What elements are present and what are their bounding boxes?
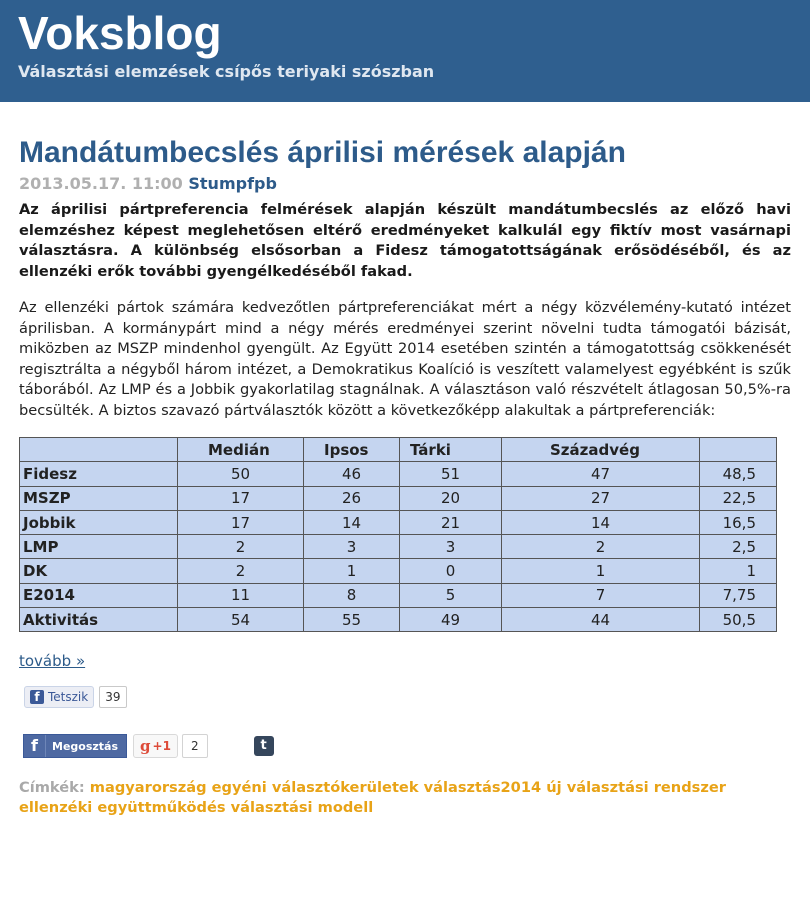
table-row bbox=[20, 510, 777, 534]
table-cell: 26 bbox=[304, 486, 400, 510]
table-row bbox=[20, 535, 777, 559]
table-header-cell: Tárki bbox=[400, 438, 502, 462]
row-label: Aktivitás bbox=[20, 608, 178, 632]
average-cell: 22,5 bbox=[700, 486, 777, 510]
table-cell: 14 bbox=[304, 510, 400, 534]
gplus-count: 2 bbox=[182, 734, 208, 758]
row-label: Fidesz bbox=[20, 462, 178, 486]
tag-list bbox=[19, 779, 726, 816]
average-cell: 50,5 bbox=[700, 608, 777, 632]
row-label: Jobbik bbox=[20, 510, 178, 534]
table-cell: 27 bbox=[502, 486, 700, 510]
average-cell: 48,5 bbox=[700, 462, 777, 486]
table-cell: 51 bbox=[400, 462, 502, 486]
average-cell: 1 bbox=[700, 559, 777, 583]
average-cell: 16,5 bbox=[700, 510, 777, 534]
table-header-cell: Századvég bbox=[502, 438, 700, 462]
table-header-cell bbox=[700, 438, 777, 462]
row-label: LMP bbox=[20, 535, 178, 559]
tags-label: Címkék: bbox=[19, 779, 85, 797]
row-label: DK bbox=[20, 559, 178, 583]
post-lead: Az áprilisi pártpreferencia felmérések alapján készült mandátumbecslés az előző havi elemzéshez képest meglehetősen eltérő eredményeket kalkulál egy fiktív most vasárnapi választásra. A különbség elsősorban a Fidesz támogatottságának erősödéséből, és az ellenzéki erők további gyengélkedéséből fakad. bbox=[19, 201, 791, 280]
facebook-like-widget bbox=[24, 686, 791, 708]
gplus-label: +1 bbox=[152, 739, 171, 754]
table-cell: 7 bbox=[502, 583, 700, 607]
tag-link[interactable]: választás2014 bbox=[423, 779, 542, 797]
table-cell: 21 bbox=[400, 510, 502, 534]
table-row bbox=[20, 462, 777, 486]
table-cell: 47 bbox=[502, 462, 700, 486]
table-cell: 2 bbox=[178, 535, 304, 559]
table-cell: 49 bbox=[400, 608, 502, 632]
facebook-like-button[interactable] bbox=[24, 686, 94, 708]
share-row bbox=[23, 734, 791, 758]
facebook-icon: f bbox=[24, 735, 46, 757]
tag-link[interactable]: új választási rendszer bbox=[546, 779, 726, 797]
post-title[interactable]: Mandátumbecslés áprilisi mérések alapján bbox=[19, 136, 626, 169]
like-count: 39 bbox=[99, 686, 126, 708]
post-content bbox=[0, 134, 810, 818]
post-meta bbox=[19, 174, 791, 194]
row-label: MSZP bbox=[20, 486, 178, 510]
average-cell: 7,75 bbox=[700, 583, 777, 607]
post-author[interactable]: Stumpfpb bbox=[188, 174, 277, 193]
like-label: Tetszik bbox=[48, 690, 89, 705]
google-plus-icon: g bbox=[140, 737, 151, 756]
table-row bbox=[20, 486, 777, 510]
table-cell: 0 bbox=[400, 559, 502, 583]
table-cell: 54 bbox=[178, 608, 304, 632]
table-cell: 11 bbox=[178, 583, 304, 607]
table-row bbox=[20, 608, 777, 632]
tag-link[interactable]: ellenzéki együttműködés bbox=[19, 799, 226, 817]
tumblr-icon[interactable]: t bbox=[254, 736, 274, 756]
facebook-share-button[interactable] bbox=[23, 734, 127, 758]
post-body: Az ellenzéki pártok számára kedvezőtlen pártpreferenciákat mért a négy közvélemény-kutató intézet áprilisban. A kormánypárt mind a négy mérés eredményei szerint növelni tudta támogatói bázisát, miközben az MSZP mindenhol gyengült. Az Együtt 2014 esetében szintén a támogatottság csökkenését regisztrálta a négyből három intézet, a Demokratikus Koalíció is veszített valamelyest egyébként is szűk táborából. Az LMP és a Jobbik gyakorlatilag stagnálnak. A választáson való részvételt átlagosan 50,5%-ra becsülték. A biztos szavazó pártválasztók között a következőképp alakultak a pártpreferenciák: bbox=[19, 299, 791, 419]
table-cell: 20 bbox=[400, 486, 502, 510]
average-cell: 2,5 bbox=[700, 535, 777, 559]
table-cell: 14 bbox=[502, 510, 700, 534]
tags-section bbox=[19, 778, 791, 818]
table-cell: 3 bbox=[400, 535, 502, 559]
post-date: 2013.05.17. 11:00 bbox=[19, 174, 183, 193]
table-cell: 44 bbox=[502, 608, 700, 632]
table-header-cell bbox=[20, 438, 178, 462]
poll-table bbox=[19, 437, 777, 632]
share-label: Megosztás bbox=[52, 739, 119, 753]
google-plus-button[interactable] bbox=[133, 734, 178, 758]
tag-link[interactable]: magyarország bbox=[89, 779, 207, 797]
table-cell: 1 bbox=[502, 559, 700, 583]
blog-header bbox=[0, 0, 810, 102]
row-label: E2014 bbox=[20, 583, 178, 607]
table-cell: 8 bbox=[304, 583, 400, 607]
table-header-cell: Ipsos bbox=[304, 438, 400, 462]
blog-description: Választási elemzések csípős teriyaki szószban bbox=[18, 62, 435, 81]
table-cell: 5 bbox=[400, 583, 502, 607]
table-cell: 3 bbox=[304, 535, 400, 559]
table-header-row bbox=[20, 438, 777, 462]
tag-link[interactable]: választási modell bbox=[230, 799, 374, 817]
table-header-cell: Medián bbox=[178, 438, 304, 462]
table-cell: 55 bbox=[304, 608, 400, 632]
blog-title[interactable]: Voksblog bbox=[18, 7, 222, 59]
more-link[interactable]: tovább » bbox=[19, 652, 86, 671]
table-cell: 50 bbox=[178, 462, 304, 486]
tag-link[interactable]: egyéni választókerületek bbox=[211, 779, 419, 797]
table-row bbox=[20, 583, 777, 607]
table-cell: 2 bbox=[178, 559, 304, 583]
table-cell: 17 bbox=[178, 486, 304, 510]
table-cell: 17 bbox=[178, 510, 304, 534]
table-cell: 2 bbox=[502, 535, 700, 559]
table-row bbox=[20, 559, 777, 583]
table-cell: 46 bbox=[304, 462, 400, 486]
table-cell: 1 bbox=[304, 559, 400, 583]
facebook-icon: f bbox=[30, 690, 44, 704]
